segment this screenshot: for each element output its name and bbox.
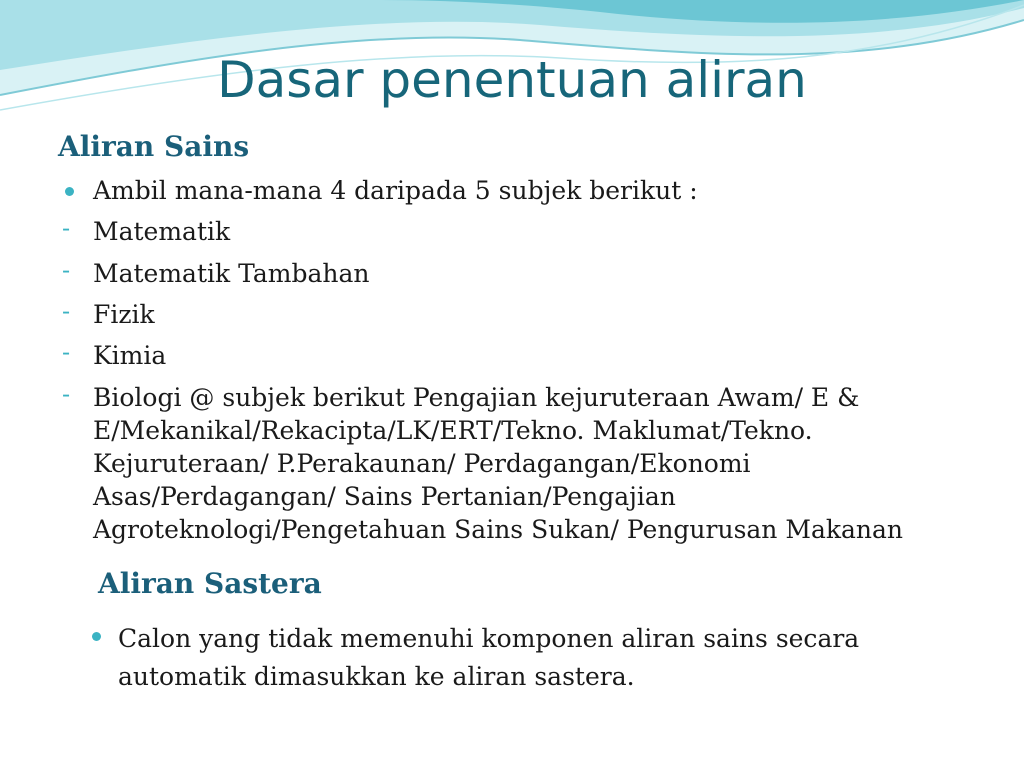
subject-item: Fizik bbox=[93, 300, 155, 329]
sastera-description: Calon yang tidak memenuhi komponen aliran sains secara automatik dimasukkan ke aliran sastera. bbox=[118, 624, 860, 691]
dash-marker: - bbox=[62, 214, 71, 242]
bullet-icon bbox=[92, 632, 101, 641]
slide-title: Dasar penentuan aliran bbox=[217, 51, 807, 109]
sains-intro-text: Ambil mana-mana 4 daripada 5 subjek berikut : bbox=[93, 176, 698, 205]
bullet-icon bbox=[65, 187, 74, 196]
dash-marker: - bbox=[62, 380, 71, 408]
dash-marker: - bbox=[62, 256, 71, 284]
heading-aliran-sastera: Aliran Sastera bbox=[98, 567, 322, 600]
dash-marker: - bbox=[62, 338, 71, 366]
subject-item: Matematik bbox=[93, 217, 231, 246]
subject-item: Matematik Tambahan bbox=[93, 259, 370, 288]
subject-item: Biologi @ subjek berikut Pengajian kejuruteraan Awam/ E & E/Mekanikal/Rekacipta/LK/ERT/Tekno. Maklumat/Tekno. Kejuruteraan/ P.Perakaunan/ Perdagangan/Ekonomi Asas/Perdagangan/ Sains Pertanian/Pengajian Agroteknologi/Pengetahuan Sains Sukan/ Pengurusan Makanan bbox=[93, 383, 904, 544]
heading-aliran-sains: Aliran Sains bbox=[58, 130, 250, 163]
dash-marker: - bbox=[62, 297, 71, 325]
subject-item: Kimia bbox=[93, 341, 167, 370]
